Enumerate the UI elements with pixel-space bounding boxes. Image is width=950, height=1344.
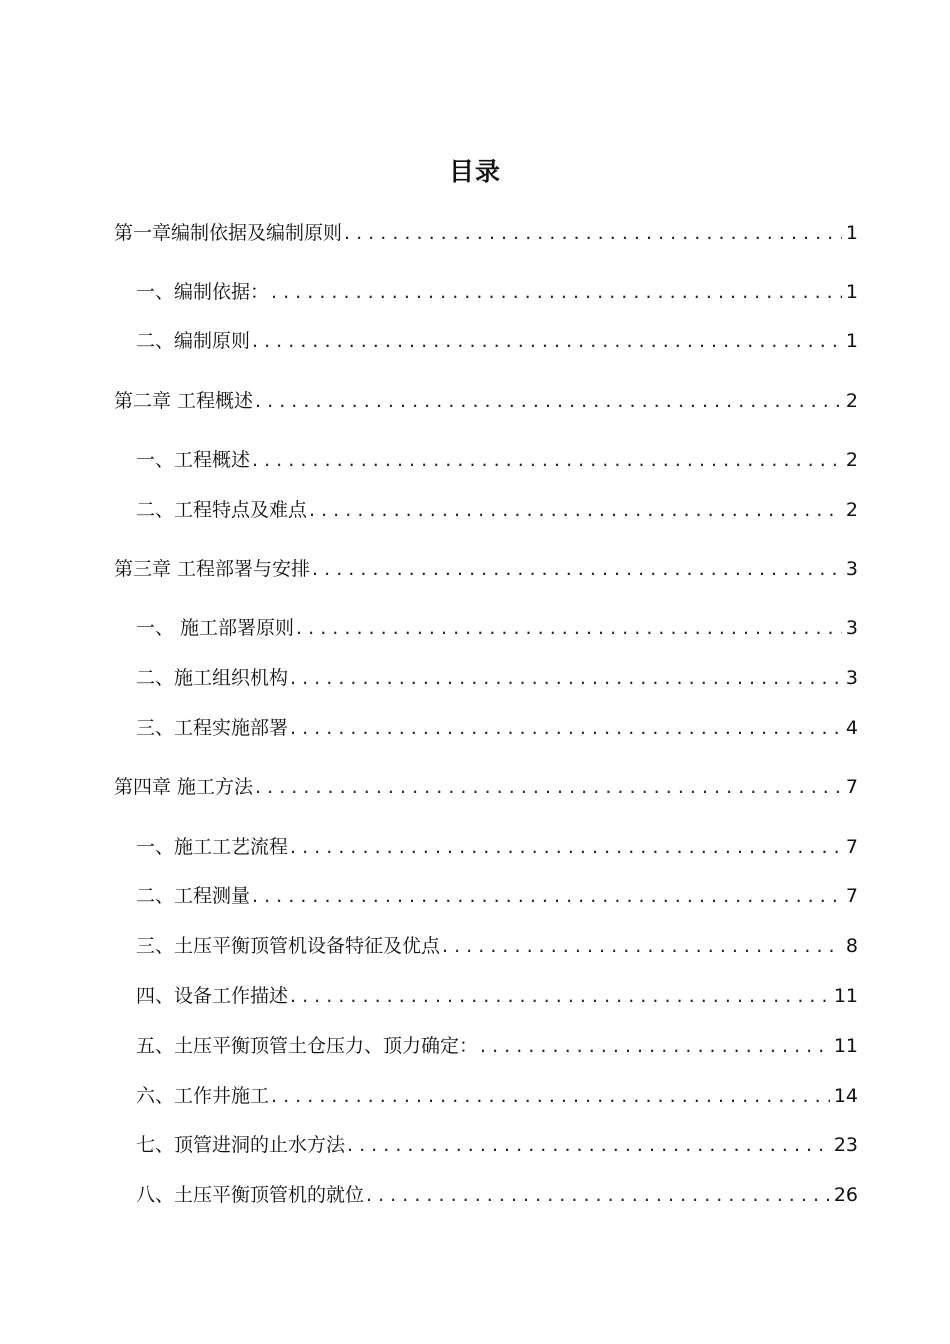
toc-dot-leader [312, 554, 842, 584]
toc-entry-label: 三、土压平衡顶管机设备特征及优点 [136, 935, 441, 957]
toc-entry-section[interactable] [136, 881, 858, 911]
toc-entry-label: 一、施工工艺流程 [136, 836, 289, 858]
toc-entry-section[interactable] [136, 713, 858, 743]
toc-entry-label: 一、编制依据： [136, 281, 270, 303]
toc-entry-section[interactable] [136, 613, 858, 643]
toc-entry-chapter-1[interactable] [114, 218, 858, 248]
toc-page-number: 7 [845, 836, 858, 858]
toc-entry-label: 五、土压平衡顶管土仓压力、顶力确定： [136, 1035, 479, 1057]
toc-entry-label: 二、施工组织机构 [136, 667, 289, 689]
toc-dot-leader [255, 772, 842, 802]
toc-page-number: 11 [833, 1035, 858, 1057]
toc-entry-section[interactable] [136, 1180, 858, 1210]
toc-entry-section[interactable] [136, 1130, 858, 1160]
toc-dot-leader [252, 881, 842, 911]
toc-dot-leader [347, 1130, 830, 1160]
toc-dot-leader [271, 1081, 830, 1111]
toc-page-number: 4 [845, 717, 858, 739]
toc-entry-chapter-4[interactable] [114, 772, 858, 802]
toc-entry-section[interactable] [136, 663, 858, 693]
toc-page-number: 7 [845, 776, 858, 798]
toc-entry-label: 第二章 工程概述 [114, 390, 254, 412]
toc-dot-leader [309, 495, 842, 525]
toc-entry-label: 一、 施工部署原则 [136, 617, 295, 639]
toc-entry-label: 第四章 施工方法 [114, 776, 254, 798]
toc-page-number: 3 [845, 558, 858, 580]
toc-page-number: 1 [845, 222, 858, 244]
toc-entry-chapter-3[interactable] [114, 554, 858, 584]
toc-page-number: 11 [833, 985, 858, 1007]
toc-page-number: 14 [833, 1085, 858, 1107]
toc-page-number: 3 [845, 617, 858, 639]
toc-page-number: 23 [833, 1134, 858, 1156]
toc-entry-section[interactable] [136, 1081, 858, 1111]
toc-entry-label: 二、工程特点及难点 [136, 499, 308, 521]
toc-dot-leader [290, 663, 842, 693]
toc-entry-chapter-2[interactable] [114, 386, 858, 416]
toc-entry-label: 第一章编制依据及编制原则 [114, 222, 343, 244]
toc-dot-leader [252, 445, 842, 475]
toc-page-number: 2 [845, 390, 858, 412]
toc-entry-section[interactable] [136, 832, 858, 862]
toc-dot-leader [290, 981, 830, 1011]
toc-entry-section[interactable] [136, 277, 858, 307]
toc-page-number: 1 [845, 330, 858, 352]
toc-dot-leader [290, 713, 842, 743]
toc-entry-label: 八、土压平衡顶管机的就位 [136, 1184, 365, 1206]
toc-entry-label: 三、工程实施部署 [136, 717, 289, 739]
toc-entry-section[interactable] [136, 326, 858, 356]
toc-page-number: 1 [845, 281, 858, 303]
toc-entry-section[interactable] [136, 1031, 858, 1061]
toc-dot-leader [366, 1180, 830, 1210]
toc-entry-section[interactable] [136, 981, 858, 1011]
toc-dot-leader [344, 218, 842, 248]
toc-entry-label: 六、工作井施工 [136, 1085, 270, 1107]
toc-dot-leader [480, 1031, 830, 1061]
toc-entry-label: 一、工程概述 [136, 449, 251, 471]
toc-entry-section[interactable] [136, 931, 858, 961]
toc-page-number: 26 [833, 1184, 858, 1206]
toc-page-number: 3 [845, 667, 858, 689]
toc-page-number: 2 [845, 449, 858, 471]
toc-entry-label: 二、编制原则 [136, 330, 251, 352]
toc-entry-label: 第三章 工程部署与安排 [114, 558, 311, 580]
toc-entry-section[interactable] [136, 495, 858, 525]
toc-dot-leader [271, 277, 842, 307]
toc-entry-section[interactable] [136, 445, 858, 475]
toc-entry-label: 二、工程测量 [136, 885, 251, 907]
toc-entry-label: 四、设备工作描述 [136, 985, 289, 1007]
toc-dot-leader [255, 386, 842, 416]
toc-page-number: 8 [845, 935, 858, 957]
toc-dot-leader [296, 613, 842, 643]
toc-page-number: 7 [845, 885, 858, 907]
toc-page-number: 2 [845, 499, 858, 521]
page-title: 目录 [448, 157, 501, 186]
toc-entry-label: 七、顶管进洞的止水方法 [136, 1134, 346, 1156]
toc-dot-leader [290, 832, 842, 862]
toc-dot-leader [442, 931, 842, 961]
toc-dot-leader [252, 326, 842, 356]
